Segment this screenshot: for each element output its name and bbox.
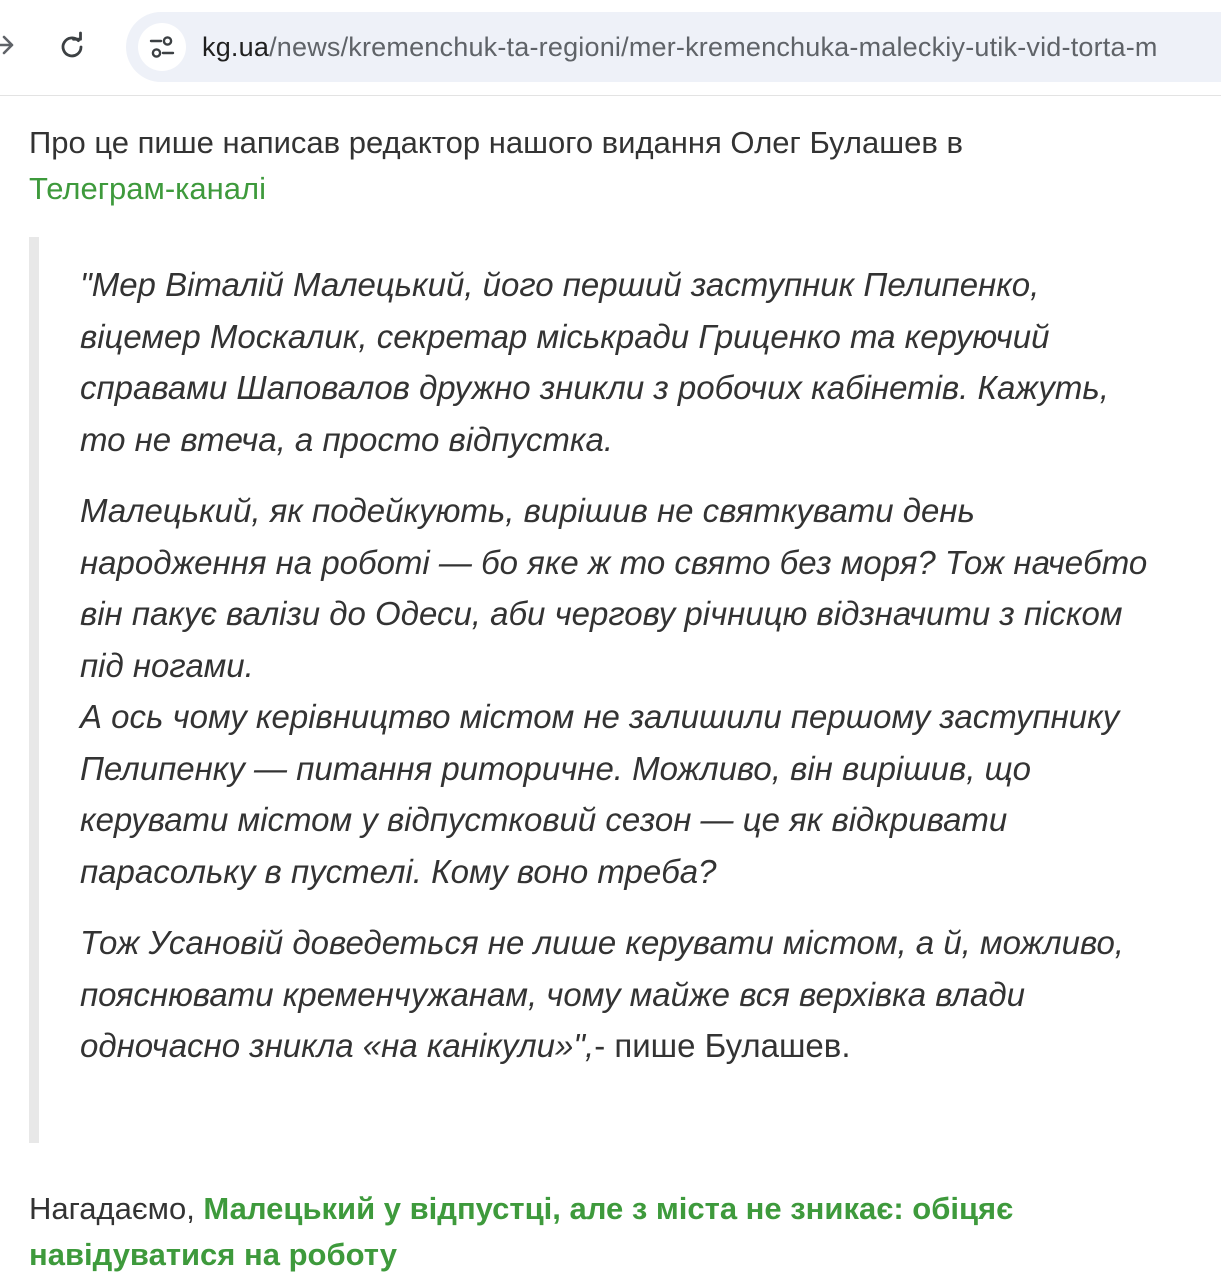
blockquote <box>29 237 1189 1143</box>
quote-text <box>80 259 1160 1072</box>
intro-text: Про це пише написав редактор нашого видання Олег Булашев в <box>29 125 963 160</box>
quote-paragraph-1: "Мер Віталій Малецький, його перший заступник Пелипенко, віцемер Москалик, секретар міськради Гриценко та керуючий справами Шаповалов дружно зникли з робочих кабінетів. Кажуть, то не втеча, а просто відпустка. <box>80 266 1109 458</box>
quote-paragraph-2b: А ось чому керівництво містом не залишили першому заступнику Пелипенку — питання риторичне. Можливо, він вирішив, що керувати містом у відпустковий сезон — це як відкривати парасольку в пустелі. Кому воно треба? <box>80 698 1120 890</box>
related-article-link[interactable]: Малецький у відпустці, але з міста не зникає: обіцяє навідуватися на роботу <box>29 1191 1014 1272</box>
url-domain: kg.ua <box>202 32 270 62</box>
browser-toolbar <box>0 0 1221 96</box>
quote-paragraph-2a: Малецький, як подейкують, вирішив не святкувати день народження на роботі — бо яке ж то свято без моря? Тож начебто він пакує валізи до Одеси, аби чергову річницю відзначити з піском під ногами. <box>80 492 1148 684</box>
forward-arrow-icon[interactable] <box>0 30 16 60</box>
address-bar[interactable] <box>126 12 1221 82</box>
intro-paragraph <box>29 120 1199 212</box>
quote-attribution: - пише Булашев. <box>594 1027 851 1064</box>
reload-icon[interactable] <box>56 31 88 63</box>
url-path: /news/kremenchuk-ta-regioni/mer-kremenchuka-maleckiy-utik-vid-torta-m <box>269 32 1158 62</box>
quote-paragraph-3-italic: Тож Усановій доведеться не лише керувати містом, а й, можливо, пояснювати кременчужанам, чому майже вся верхівка влади одночасно зникла «на канікули»", <box>80 924 1124 1064</box>
reminder-paragraph <box>29 1186 1199 1278</box>
url-text[interactable] <box>202 31 1158 63</box>
telegram-channel-link[interactable]: Телеграм-каналі <box>29 171 266 206</box>
quote-paragraph-2 <box>80 485 1160 897</box>
site-settings-icon[interactable] <box>138 23 186 71</box>
quote-paragraph-3 <box>80 917 1160 1072</box>
article-intro <box>29 120 1199 212</box>
reminder-prefix: Нагадаємо, <box>29 1191 204 1226</box>
